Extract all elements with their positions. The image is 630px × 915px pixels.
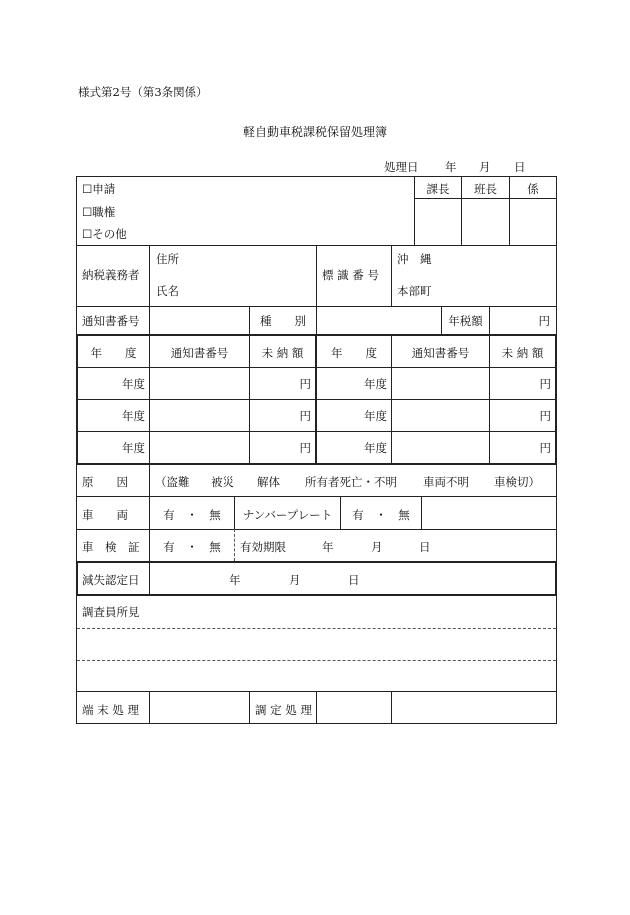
arrears-row-yen-left: 円 [299, 409, 311, 423]
arrears-row-year-right: 年度 [364, 441, 387, 455]
cause-inspection-expired[interactable]: 車検切） [494, 475, 540, 489]
process-date-label: 処理日 [384, 160, 419, 174]
annual-tax-yen: 円 [538, 314, 550, 328]
arrears-header-notice-left: 通知書番号 [170, 346, 229, 360]
cause-theft[interactable]: （盗難 [155, 475, 190, 489]
checkbox-other[interactable]: ☐その他 [82, 227, 127, 241]
arrears-row-year-right: 年度 [364, 377, 387, 391]
annual-tax-label: 年税額 [448, 314, 483, 328]
vehicle-exists[interactable]: 有 ・ 無 [163, 508, 221, 522]
name-label: 氏名 [156, 284, 179, 298]
arrears-row-year-right: 年度 [364, 409, 387, 423]
page-title: 軽自動車税課税保留処理簿 [243, 125, 388, 139]
plate-number-label: 標 識 番 号 [322, 268, 379, 282]
vehicle-label: 車 両 [82, 508, 128, 522]
arrears-row-year-left: 年度 [122, 409, 145, 423]
arrears-header-notice-right: 通知書番号 [411, 346, 470, 360]
arrears-row-yen-left: 円 [299, 441, 311, 455]
inspector-notes-label: 調査員所見 [82, 605, 140, 619]
number-plate-exists[interactable]: 有 ・ 無 [352, 508, 410, 522]
arrears-header-unpaid-left: 未 納 額 [261, 346, 304, 360]
approval-team-leader: 班長 [474, 182, 497, 196]
expiry-year: 年 [322, 540, 334, 554]
reduction-day: 日 [348, 573, 360, 587]
notice-number-label: 通知書番号 [82, 314, 140, 328]
arrears-row-yen-right: 円 [539, 409, 551, 423]
arrears-header-year-right: 年 度 [331, 346, 377, 360]
arrears-header-unpaid-right: 未 納 額 [501, 346, 544, 360]
arrears-row-yen-left: 円 [299, 377, 311, 391]
reduction-date-label: 減失認定日 [82, 573, 140, 587]
inspection-cert-label: 車 検 証 [82, 540, 140, 554]
checkbox-application[interactable]: ☐申請 [82, 182, 116, 196]
taxpayer-label: 納税義務者 [82, 268, 140, 282]
cause-vehicle-unknown[interactable]: 車両不明 [423, 475, 469, 489]
process-date-month: 月 [479, 160, 491, 174]
reduction-year: 年 [229, 573, 241, 587]
terminal-processing-label: 端 末 処 理 [82, 703, 139, 717]
expiry-label: 有効期限 [240, 540, 286, 554]
cause-label: 原 因 [82, 475, 128, 489]
process-date-year: 年 [445, 160, 457, 174]
number-plate-label: ナンバープレート [242, 508, 333, 522]
arrears-row-yen-right: 円 [539, 377, 551, 391]
approval-section-chief: 課長 [426, 182, 450, 196]
cause-owner-deceased[interactable]: 所有者死亡・不明 [305, 475, 397, 489]
reduction-month: 月 [289, 573, 301, 587]
arrears-header-year-left: 年 度 [90, 346, 137, 360]
type-label: 種 別 [260, 314, 306, 328]
cause-disaster[interactable]: 被災 [211, 475, 234, 489]
plate-region: 沖 縄 [397, 252, 432, 266]
plate-town: 本部町 [397, 284, 432, 298]
arrears-row-year-left: 年度 [122, 377, 145, 391]
inspection-cert-exists[interactable]: 有 ・ 無 [163, 540, 221, 554]
process-date-day: 日 [514, 160, 526, 174]
expiry-day: 日 [419, 540, 431, 554]
cause-dismantled[interactable]: 解体 [257, 475, 280, 489]
form-number: 様式第2号（第3条関係） [78, 85, 208, 99]
arrears-row-yen-right: 円 [539, 441, 551, 455]
checkbox-ex-officio[interactable]: ☐職権 [82, 205, 116, 219]
expiry-month: 月 [371, 540, 383, 554]
approval-staff: 係 [527, 182, 539, 196]
assessment-processing-label: 調 定 処 理 [255, 703, 312, 717]
arrears-row-year-left: 年度 [122, 441, 145, 455]
address-label: 住所 [156, 252, 179, 266]
